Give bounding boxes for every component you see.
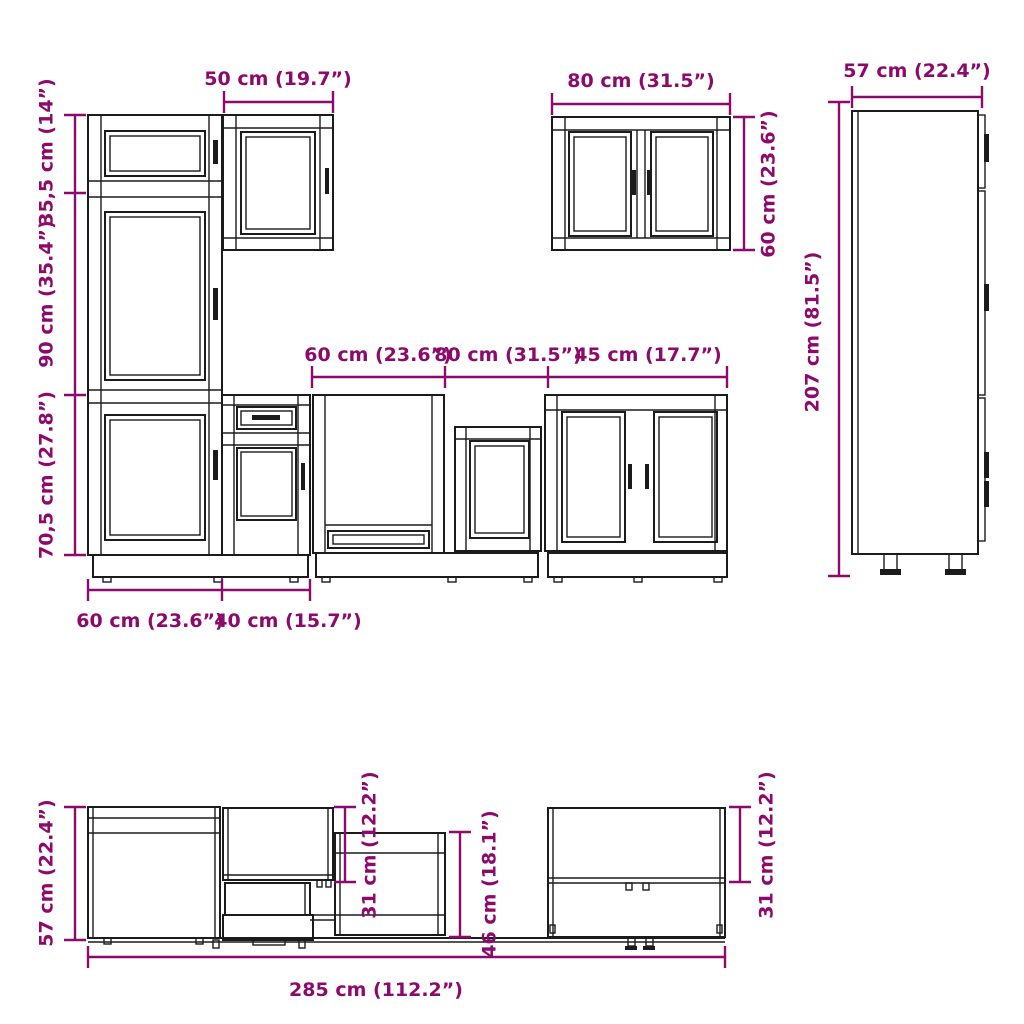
adjustable-foot <box>884 554 897 570</box>
door-handle <box>984 481 989 507</box>
cabinet-outline <box>313 395 444 553</box>
dim-label-base-40: 40 cm (15.7”) <box>214 610 362 632</box>
dim-line-mid-row-widths <box>304 344 727 388</box>
wall-cabinet-80 <box>552 117 730 250</box>
dim-label-wall-depth-right: 31 cm (12.2”) <box>755 771 778 919</box>
door-edge <box>978 398 985 541</box>
door-handle <box>325 168 329 194</box>
dim-line-wall-depth-right <box>729 771 778 918</box>
foot <box>299 940 305 948</box>
cabinet-outline <box>545 395 727 551</box>
door-edge <box>978 115 985 188</box>
unit-base <box>223 915 313 940</box>
wall-unit-side-right <box>548 808 725 950</box>
wall-cabinet-50 <box>223 115 333 250</box>
side-profile-view <box>36 771 778 1001</box>
unit-outline <box>88 807 220 938</box>
door-handle <box>645 464 649 489</box>
dim-label-total-length: 285 cm (112.2”) <box>289 979 463 1001</box>
dim-label-wall-cab-height: 60 cm (23.6”) <box>757 110 780 258</box>
door-handle <box>984 284 989 311</box>
floor-baseline <box>88 938 725 942</box>
dim-label-mid-row-1: 60 cm (23.6”) <box>304 344 452 366</box>
adjustable-foot <box>949 554 962 570</box>
door-handle <box>647 170 651 195</box>
dim-label-upper-height: 35,5 cm (14”) <box>35 78 58 226</box>
single-door-base-cabinet <box>455 427 541 551</box>
dim-label-base-depth: 57 cm (22.4”) <box>35 799 58 947</box>
dim-label-tall-cab-top: 57 cm (22.4”) <box>843 60 991 82</box>
cabinet-outline <box>223 115 333 250</box>
dim-line-wall-cab-80 <box>552 70 730 115</box>
tall-cabinet-front <box>88 115 222 555</box>
plinth-panels <box>93 553 727 582</box>
base-unit-side <box>88 807 220 944</box>
dim-label-tall-cab-height: 207 cm (81.5”) <box>801 251 824 413</box>
unit-outline <box>548 808 725 937</box>
dim-line-total-length <box>88 946 725 1001</box>
door-handle <box>213 288 218 320</box>
foot <box>213 940 219 948</box>
dim-label-wall-depth-left: 31 cm (12.2”) <box>358 771 381 919</box>
plinth <box>548 553 727 577</box>
front-elevation-view <box>36 60 991 632</box>
door-handle <box>984 134 989 162</box>
door-handle <box>213 140 218 164</box>
dim-line-tall-cab-top <box>843 60 990 108</box>
plinth <box>93 555 308 577</box>
dim-line-left-heights <box>36 78 86 559</box>
door-handle <box>632 170 636 195</box>
plinth <box>316 553 538 577</box>
door-handle <box>213 450 218 480</box>
dim-label-base-height: 70,5 cm (27.8”) <box>35 391 58 559</box>
mid-unit-side <box>335 833 445 935</box>
dim-line-base-depth <box>36 799 86 946</box>
dim-line-wall-cab-height <box>733 110 780 257</box>
door-handle <box>984 452 989 478</box>
door-edge <box>978 191 985 395</box>
hinge <box>317 880 322 887</box>
dim-label-mid-row-2: 80 cm (31.5”) <box>434 344 582 366</box>
hinge <box>326 880 331 887</box>
door-handle <box>628 464 632 489</box>
dim-line-mid-depth <box>449 810 501 957</box>
dim-label-mid-height: 90 cm (35.4”) <box>35 220 58 368</box>
dim-line-wall-cab-50 <box>204 68 351 113</box>
dim-label-wall-cab-80: 80 cm (31.5”) <box>567 70 715 92</box>
dim-label-mid-depth: 46 cm (18.1”) <box>478 810 501 958</box>
dim-line-base-row-widths <box>76 579 361 632</box>
cabinet-side-outline <box>852 111 978 554</box>
dim-label-wall-cab-50: 50 cm (19.7”) <box>204 68 352 90</box>
double-door-base-cabinet <box>545 395 727 551</box>
wall-unit-side-left <box>223 808 333 887</box>
base-cabinet-40 <box>222 395 310 555</box>
dim-label-base-60: 60 cm (23.6”) <box>76 610 224 632</box>
tall-cabinet-side <box>852 111 989 575</box>
dim-label-mid-row-3: 45 cm (17.7”) <box>574 344 722 366</box>
unit-outline <box>225 883 310 915</box>
door-handle <box>301 463 305 490</box>
oven-cabinet-60 <box>313 395 444 553</box>
unit-outline <box>223 808 333 880</box>
unit-outline <box>335 833 445 935</box>
dim-line-tall-cab-height <box>802 102 850 576</box>
drawer-handle <box>252 415 280 420</box>
